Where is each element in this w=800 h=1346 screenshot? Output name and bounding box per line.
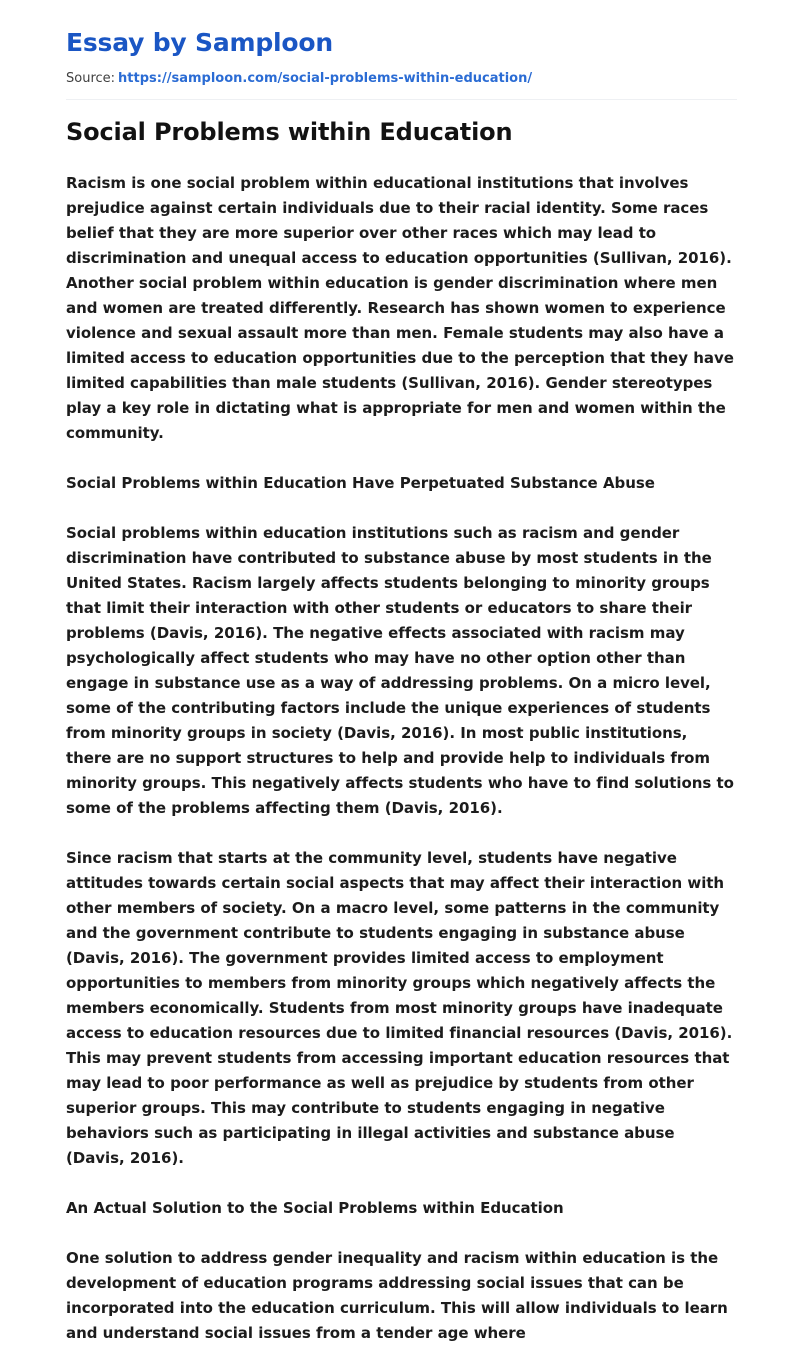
source-url-link[interactable]: https://samploon.com/social-problems-within-education/ <box>118 71 533 86</box>
document-content <box>66 0 737 1346</box>
section-subheading: Social Problems within Education Have Perpetuated Substance Abuse <box>66 474 655 492</box>
body-paragraph: Social problems within education institutions such as racism and gender discrimination have contributed to substance abuse by most students in the United States. Racism largely affects students belonging to minority groups that limit their interaction with other students or educators to share their problems (Davis, 2016). The negative effects associated with racism may psychologically affect students who may have no other option other than engage in substance use as a way of addressing problems. On a micro level, some of the contributing factors include the unique experiences of students from minority groups in society (Davis, 2016). In most public institutions, there are no support structures to help and provide help to individuals from minority groups. This negatively affects students who have to find solutions to some of the problems affecting them (Davis, 2016). <box>66 524 734 817</box>
source-line <box>66 70 737 87</box>
body-paragraph: Racism is one social problem within educational institutions that involves prejudice against certain individuals due to their racial identity. Some races belief that they are more superior over other races which may lead to discrimination and unequal access to education opportunities (Sullivan, 2016). Another social problem within education is gender discrimination where men and women are treated differently. Research has shown women to experience violence and sexual assault more than men. Female students may also have a limited access to education opportunities due to the perception that they have limited capabilities than male students (Sullivan, 2016). Gender stereotypes play a key role in dictating what is appropriate for men and women within the community. <box>66 174 734 442</box>
body-paragraph: Since racism that starts at the community level, students have negative attitudes towards certain social aspects that may affect their interaction with other members of society. On a macro level, some patterns in the community and the government contribute to students engaging in substance abuse (Davis, 2016). The government provides limited access to employment opportunities to members from minority groups which negatively affects the members economically. Students from most minority groups have inadequate access to education resources due to limited financial resources (Davis, 2016). This may prevent students from accessing important education resources that may lead to poor performance as well as prejudice by students from other superior groups. This may contribute to students engaging in negative behaviors such as participating in illegal activities and substance abuse (Davis, 2016). <box>66 849 733 1167</box>
site-brand-logo[interactable]: Essay by Samploon <box>66 28 333 57</box>
header-divider <box>66 99 737 100</box>
body-paragraph: One solution to address gender inequality and racism within education is the development of education programs addressing social issues that can be incorporated into the education curriculum. This will allow individuals to learn and understand social issues from a tender age where <box>66 1249 728 1342</box>
source-label: Source: <box>66 71 116 86</box>
article-body <box>66 171 737 1346</box>
page-title: Social Problems within Education <box>66 118 513 146</box>
section-subheading: An Actual Solution to the Social Problems within Education <box>66 1199 564 1217</box>
